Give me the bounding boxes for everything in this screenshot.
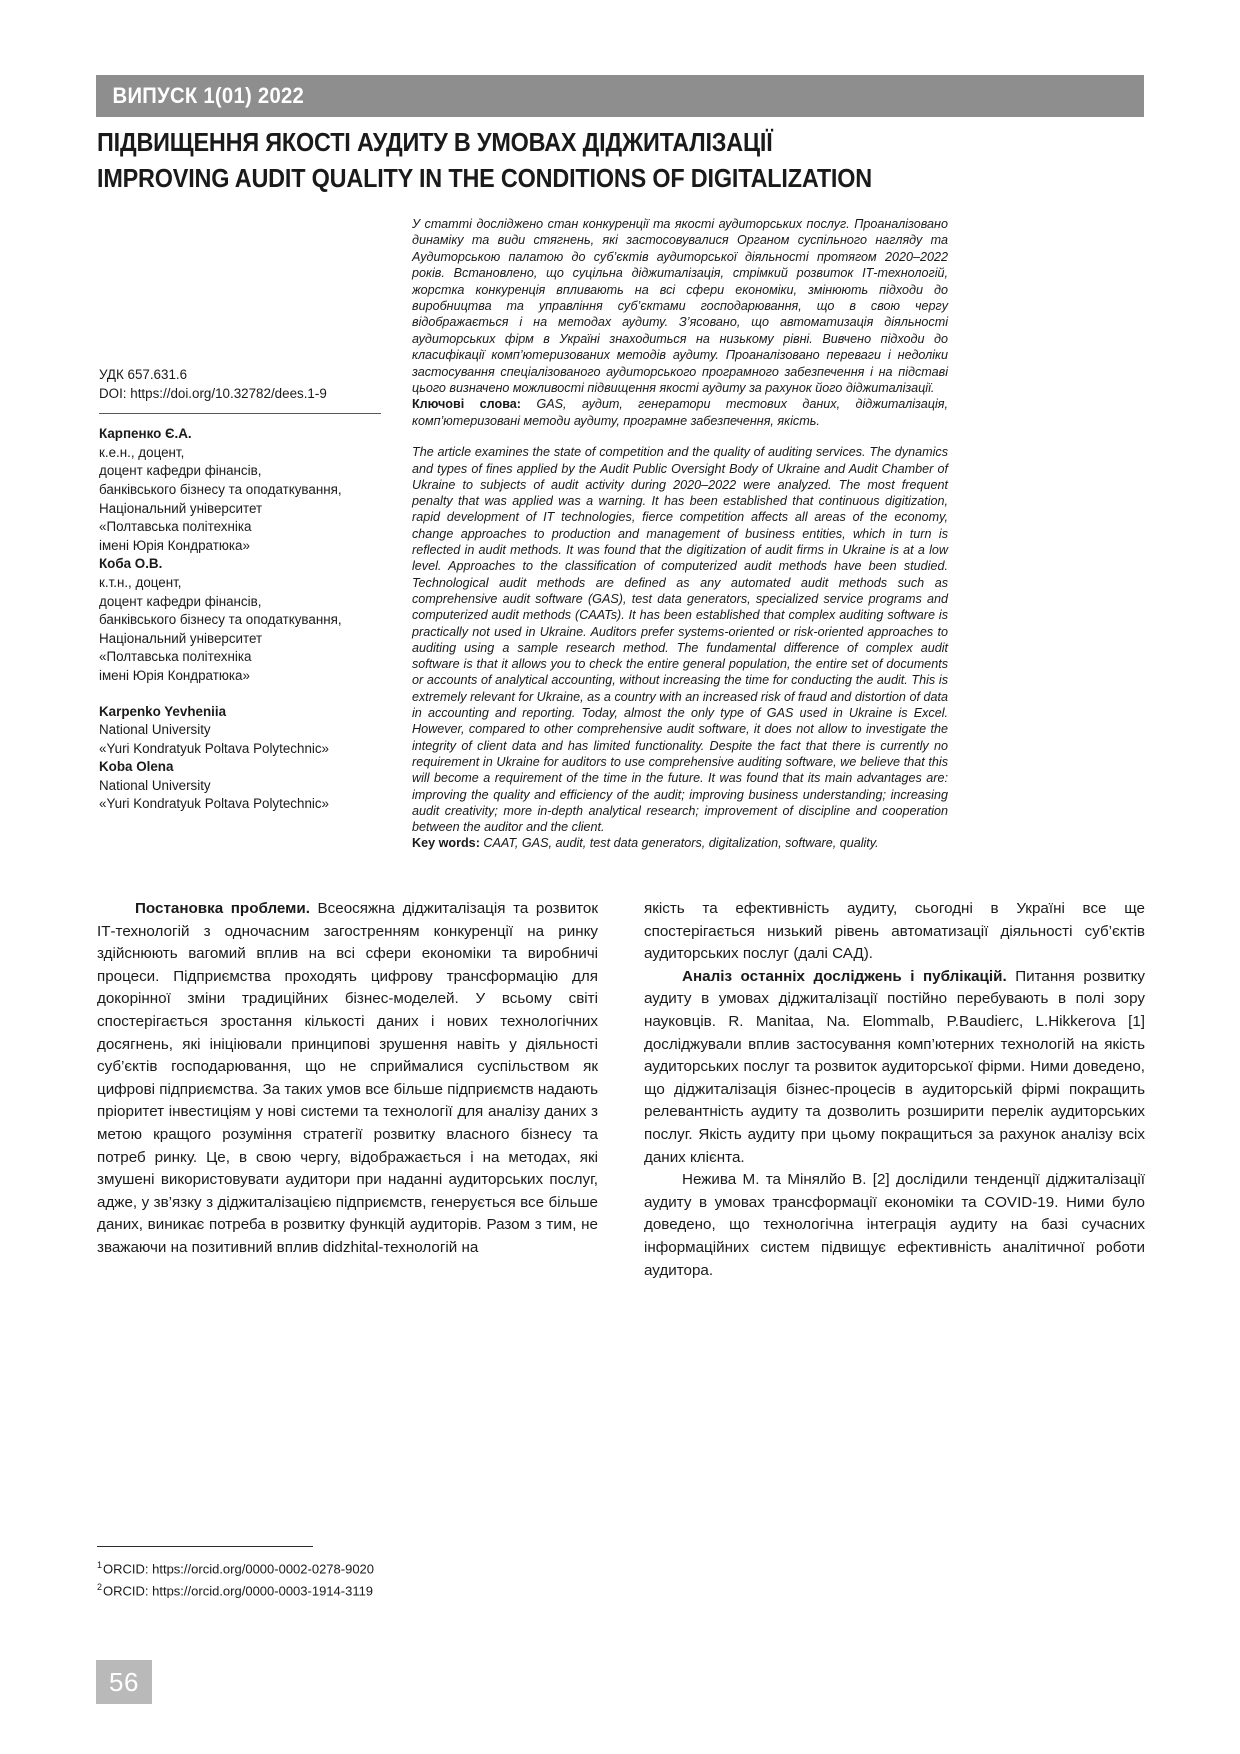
body-paragraph bbox=[644, 898, 1145, 966]
page-title-english: IMPROVING AUDIT QUALITY IN THE CONDITIONS OF DIGITALIZATION bbox=[97, 163, 872, 193]
page-number-box bbox=[96, 1660, 152, 1704]
footnote-marker: 2 bbox=[97, 1582, 103, 1593]
paragraph-text: Нежива М. та Мінялйо В. [2] дослідили тенденції діджиталізації аудиту в умовах трансформації економіки та COVID-19. Ними було доведено, що технологічна інтеграція аудиту на базі сучасних інформаційних систем підвищує ефективність аналітичної роботи аудитора. bbox=[644, 1171, 1145, 1279]
abstract-ukrainian: У статті досліджено стан конкуренції та якості аудиторських послуг. Проаналізовано динаміку та види стягнень, які застосовувалися Органом суспільного нагляду та Аудиторською палатою до суб’єктів аудиторської діяльності протягом 2020–2022 років. Встановлено, що суцільна діджиталізація, стрімкий розвиток ІТ-технологій, жорстка конкуренція впливають на всі сфери економіки, змінюють підходи до виробництва та управління суб’єктами господарювання, що в свою чергу відображається і на методах аудиту. З’ясовано, що автоматизація діяльності аудиторських фірм в Україні знаходиться на низькому рівні. Вивчено підходи до класифікації комп’ютеризованих методів аудиту. Проаналізовано переваги і недоліки застосування спеціалізованого аудиторського програмного забезпечення і на підставі цього визначено можливості підвищення якості аудиту за рахунок його діджиталізації. bbox=[412, 217, 948, 396]
author-affil-ua-2-line-2: доцент кафедри фінансів, bbox=[99, 593, 262, 609]
author-affil-en-2-line-2: «Yuri Kondratyuk Poltava Polytechnic» bbox=[99, 796, 330, 812]
body-column-left bbox=[97, 898, 598, 1282]
author-name-en-1: Karpenko Yevheniia bbox=[99, 703, 227, 719]
article-metadata-column bbox=[99, 366, 389, 814]
issue-label: ВИПУСК 1(01) 2022 bbox=[112, 83, 305, 108]
author-affil-ua-2-line-3: банківського бізнесу та оподаткування, bbox=[99, 612, 342, 628]
keywords-english bbox=[412, 835, 948, 851]
footnote-2 bbox=[97, 1578, 597, 1600]
author-affil-ua-1-line-1: к.е.н., доцент, bbox=[99, 444, 185, 460]
author-affil-en-1-line-2: «Yuri Kondratyuk Poltava Polytechnic» bbox=[99, 740, 330, 756]
meta-spacer bbox=[99, 686, 389, 703]
author-affil-ua-2-line-4: Національний університет bbox=[99, 630, 263, 646]
issue-banner bbox=[96, 75, 1144, 117]
footnote-1 bbox=[97, 1556, 597, 1578]
keywords-ukrainian bbox=[412, 396, 948, 429]
paragraph-lead-in: Постановка проблеми. bbox=[135, 900, 310, 917]
paragraph-text: якість та ефективність аудиту, сьогодні в Україні все ще спостерігається низький рівень автоматизації діяльності суб’єктів аудиторських послуг (далі САД). bbox=[644, 900, 1145, 963]
body-paragraph bbox=[644, 966, 1145, 1169]
body-column-right bbox=[644, 898, 1145, 1282]
page-number: 56 bbox=[109, 1666, 139, 1697]
author-affil-ua-1-line-5: «Полтавська політехніка bbox=[99, 519, 252, 535]
author-affil-ua-2-line-1: к.т.н., доцент, bbox=[99, 574, 182, 590]
author-affil-ua-2-line-5: «Полтавська політехніка bbox=[99, 649, 252, 665]
udk-code: УДК 657.631.6 bbox=[99, 367, 188, 382]
body-columns bbox=[97, 898, 1145, 1282]
body-paragraph bbox=[97, 898, 598, 1260]
footnote-divider bbox=[97, 1546, 313, 1547]
body-paragraph bbox=[644, 1169, 1145, 1282]
keywords-english-text: CAAT, GAS, audit, test data generators, digitalization, software, quality. bbox=[479, 836, 879, 851]
footnote-text[interactable]: ORCID: https://orcid.org/0000-0002-0278-9020 bbox=[103, 1561, 375, 1577]
page-title-ukrainian: ПІДВИЩЕННЯ ЯКОСТІ АУДИТУ В УМОВАХ ДІДЖИТАЛІЗАЦІЇ bbox=[97, 127, 773, 157]
author-name-en-2: Koba Olena bbox=[99, 759, 174, 775]
meta-divider bbox=[99, 413, 381, 414]
doi-link[interactable]: DOI: https://doi.org/10.32782/dees.1-9 bbox=[99, 385, 327, 401]
author-affil-en-1-line-1: National University bbox=[99, 722, 211, 738]
author-affil-ua-1-line-6: імені Юрія Кондратюка» bbox=[99, 537, 250, 553]
author-affil-ua-1-line-4: Національний університет bbox=[99, 500, 263, 516]
abstract-column bbox=[412, 216, 948, 852]
paragraph-lead-in: Аналіз останніх досліджень і публікацій. bbox=[682, 967, 1007, 985]
author-name-ua-1: Карпенко Є.А. bbox=[99, 426, 192, 442]
author-affil-ua-1-line-3: банківського бізнесу та оподаткування, bbox=[99, 481, 342, 497]
footnote-marker: 1 bbox=[97, 1560, 103, 1570]
author-affil-ua-1-line-2: доцент кафедри фінансів, bbox=[99, 463, 262, 479]
footnote-block bbox=[97, 1546, 597, 1601]
author-affil-en-2-line-1: National University bbox=[99, 777, 211, 793]
footnote-text[interactable]: ORCID: https://orcid.org/0000-0003-1914-3119 bbox=[103, 1583, 374, 1599]
keywords-english-label: Key words: bbox=[412, 836, 480, 851]
author-affil-ua-2-line-6: імені Юрія Кондратюка» bbox=[99, 667, 250, 683]
paragraph-text: Всеосяжна діджиталізація та розвиток ІТ-технологій з одночасним загостренням конкуренції на ринку здійснюють вагомий вплив на всі сфери економіки та виробничі процеси. Підприємства проходять цифрову трансформацію для докорінної зміни традиційних бізнес-моделей. У всьому світі спостерігається зростання кількості даних і нових технологічних досягнень, які ініціювали принципові зрушення навіть у діяльності суб’єктів господарювання, що не сприймалися суспільством як цифрові підприємства. За таких умов все більше підприємств надають пріоритет інвестиціям у нові системи та технології для аналізу даних з метою кращого розуміння стратегії розвитку власного бізнесу та потреб ринку. Це, в свою чергу, відображається і на методах, які змушені використовувати аудитори при наданні аудиторських послуг, адже, у зв’язку з діджиталізацією підприємств, генерується все більше даних, виникає потреба в розвитку функцій аудиторів. Разом з тим, не зважаючи на позитивний вплив didzhital-технологій на bbox=[97, 900, 598, 1256]
paragraph-text: Питання розвитку аудиту в умовах діджиталізації постійно перебувають в полі зору науковців. R. Manitaa, Na. Elommalb, P.Baudierc, L.Hikkerova [1] досліджували вплив застосування комп’ютерних технологій на якість аудиторських послуг та розвиток аудиторської фірми. Ними доведено, що діджиталізація бізнес-процесів в аудиторській фірмі покращить релевантність аудиту та дозволить розширити перелік аудиторських послуг. Якість аудиту при цьому покращиться за рахунок аналізу всіх даних клієнта. bbox=[644, 967, 1145, 1166]
keywords-ukrainian-label: Ключові слова: bbox=[412, 397, 521, 412]
author-name-ua-2: Коба О.В. bbox=[99, 556, 163, 572]
abstract-english: The article examines the state of competition and the quality of auditing services. The dynamics and types of fines applied by the Audit Public Oversight Body of Ukraine and Audit Chamber of Ukraine to subjects of audit activity during 2020–2022 were analyzed. The most frequent penalty that was applied was a warning. It has been established that continuous digitization, rapid development of IT technologies, fierce competition affects all areas of the economy, change approaches to production and management of business entities, which in turn is reflected in audit methods. It was found that the digitization of audit firms in Ukraine is at a low level. Approaches to the classification of computerized audit methods have been studied. Technological audit methods are defined as any automated audit methods such as comprehensive audit software (GAS), test data generators, specialized service programs and computerized audit methods (CAATs). It has been established that complex auditing software is practically not used in Ukraine. Auditors prefer systems-oriented or risk-oriented approaches to auditing using a sample research method. The fundamental difference of complex audit software is that it allows you to check the entire general population, the entire set of documents or accounts of analytical accounting, without increasing the time for conducting the audit. This is extremely relevant for Ukraine, as a country with an increased risk of fraud and distortion of data in accounting and reporting. Today, almost the only type of GAS used in Ukraine is Excel. However, compared to other comprehensive audit software, it does not allow to investigate the integrity of client data and has limited functionality. Despite the fact that there is currently no requirement in Ukraine for auditors to use comprehensive auditing software, we believe that this will become a requirement of the time in the future. It was found that its main advantages are: improving the quality and efficiency of the audit; improving business understanding; increasing audit creativity; more in-depth analytical research; improvement of discipline and cooperation between the auditor and the client. bbox=[412, 445, 948, 835]
keywords-ukrainian-text: GAS, аудит, генератори тестових даних, діджиталізація, комп’ютеризовані методи аудиту, програмне забезпечення, якість. bbox=[412, 397, 948, 428]
